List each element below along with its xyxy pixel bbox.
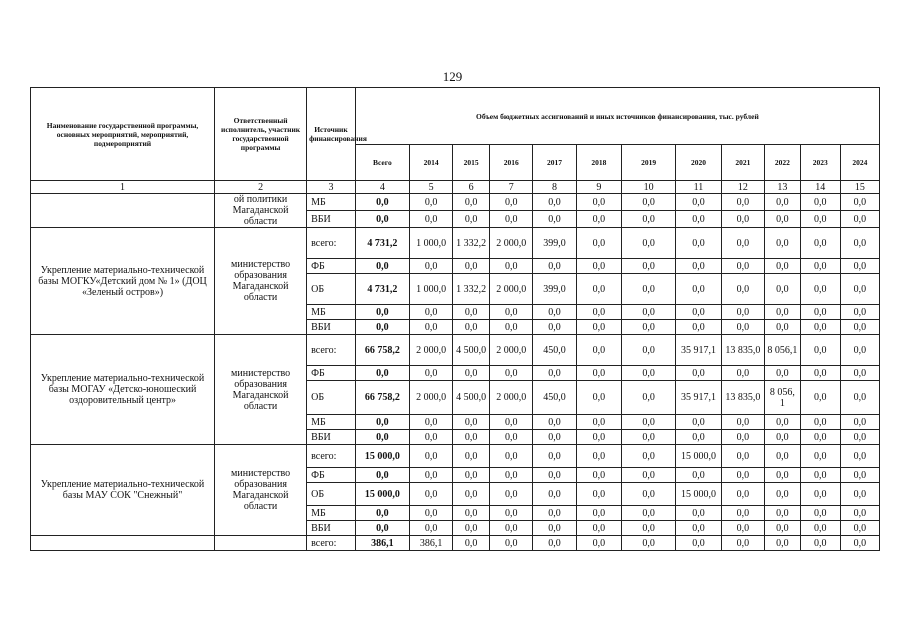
year-value: 0,0 <box>800 194 840 211</box>
column-number: 7 <box>490 181 533 194</box>
year-value: 0,0 <box>576 468 621 483</box>
year-value: 0,0 <box>490 430 533 445</box>
year-value: 0,0 <box>622 506 676 521</box>
year-value: 0,0 <box>765 211 801 228</box>
year-value: 0,0 <box>676 305 721 320</box>
year-value: 0,0 <box>765 259 801 274</box>
year-value: 0,0 <box>765 445 801 468</box>
year-value: 1 332,2 <box>453 274 490 305</box>
year-value: 0,0 <box>622 521 676 536</box>
year-value: 0,0 <box>622 415 676 430</box>
total-value: 15 000,0 <box>355 445 409 468</box>
funding-source: ВБИ <box>307 211 356 228</box>
year-value: 4 500,0 <box>453 335 490 366</box>
measure-name <box>31 536 215 551</box>
year-value: 0,0 <box>765 366 801 381</box>
year-value: 0,0 <box>765 506 801 521</box>
column-number: 9 <box>576 181 621 194</box>
year-value: 0,0 <box>800 274 840 305</box>
funding-source: ВБИ <box>307 430 356 445</box>
year-value: 0,0 <box>721 483 764 506</box>
year-value: 2 000,0 <box>409 335 452 366</box>
year-value: 0,0 <box>576 536 621 551</box>
year-value: 0,0 <box>409 211 452 228</box>
year-value: 0,0 <box>576 305 621 320</box>
year-value: 0,0 <box>800 320 840 335</box>
header-year: 2020 <box>676 145 721 181</box>
header-source: Источник финансирования <box>307 88 356 181</box>
header-name: Наименование государственной программы, основных мероприятий, мероприятий, подмероприятий <box>31 88 215 181</box>
year-value: 13 835,0 <box>721 335 764 366</box>
page-number: 129 <box>442 69 463 84</box>
table-body <box>31 194 880 551</box>
year-value: 0,0 <box>533 483 576 506</box>
funding-source: МБ <box>307 506 356 521</box>
year-value: 0,0 <box>721 274 764 305</box>
year-value: 0,0 <box>409 366 452 381</box>
responsible-executor: ой политики Магаданской области <box>215 194 307 228</box>
year-value: 0,0 <box>622 335 676 366</box>
year-value: 0,0 <box>721 415 764 430</box>
funding-source: всего: <box>307 536 356 551</box>
year-value: 0,0 <box>453 415 490 430</box>
year-value: 8 056, 1 <box>765 381 801 415</box>
measure-name <box>31 194 215 228</box>
year-value: 0,0 <box>409 445 452 468</box>
year-value: 0,0 <box>490 536 533 551</box>
year-value: 0,0 <box>576 228 621 259</box>
funding-source: МБ <box>307 305 356 320</box>
year-value: 0,0 <box>409 415 452 430</box>
total-value: 0,0 <box>355 506 409 521</box>
year-value: 0,0 <box>453 445 490 468</box>
header-year: 2018 <box>576 145 621 181</box>
year-value: 0,0 <box>576 274 621 305</box>
measure-name: Укрепление материально-технической базы МАУ СОК "Снежный" <box>31 445 215 536</box>
funding-source: ОБ <box>307 483 356 506</box>
header-year: 2016 <box>490 145 533 181</box>
year-value: 0,0 <box>490 320 533 335</box>
year-value: 0,0 <box>765 274 801 305</box>
year-value: 0,0 <box>840 194 879 211</box>
year-value: 0,0 <box>840 211 879 228</box>
year-value: 0,0 <box>676 521 721 536</box>
table-row <box>31 194 880 211</box>
year-value: 0,0 <box>453 521 490 536</box>
year-value: 0,0 <box>409 259 452 274</box>
year-value: 0,0 <box>576 259 621 274</box>
year-value: 0,0 <box>622 305 676 320</box>
year-value: 0,0 <box>676 366 721 381</box>
column-number: 10 <box>622 181 676 194</box>
total-value: 0,0 <box>355 415 409 430</box>
year-value: 0,0 <box>622 445 676 468</box>
funding-source: ВБИ <box>307 320 356 335</box>
year-value: 0,0 <box>576 415 621 430</box>
measure-name: Укрепление материально-технической базы МОГКУ«Детский дом № 1» (ДОЦ «Зеленый остров») <box>31 228 215 335</box>
year-value: 0,0 <box>800 228 840 259</box>
year-value: 1 000,0 <box>409 274 452 305</box>
total-value: 0,0 <box>355 430 409 445</box>
year-value: 0,0 <box>800 430 840 445</box>
year-value: 0,0 <box>453 211 490 228</box>
year-value: 0,0 <box>576 194 621 211</box>
header-year: 2024 <box>840 145 879 181</box>
year-value: 0,0 <box>533 468 576 483</box>
year-value: 0,0 <box>622 259 676 274</box>
year-value: 0,0 <box>840 415 879 430</box>
year-value: 0,0 <box>533 211 576 228</box>
year-value: 0,0 <box>800 259 840 274</box>
year-value: 0,0 <box>840 320 879 335</box>
funding-source: всего: <box>307 445 356 468</box>
column-number: 13 <box>765 181 801 194</box>
year-value: 0,0 <box>676 228 721 259</box>
total-value: 386,1 <box>355 536 409 551</box>
year-value: 0,0 <box>800 415 840 430</box>
year-value: 0,0 <box>622 430 676 445</box>
year-value: 2 000,0 <box>409 381 452 415</box>
funding-source: МБ <box>307 415 356 430</box>
year-value: 0,0 <box>576 381 621 415</box>
year-value: 399,0 <box>533 274 576 305</box>
year-value: 0,0 <box>490 211 533 228</box>
funding-source: ФБ <box>307 259 356 274</box>
year-value: 0,0 <box>765 320 801 335</box>
funding-source: ОБ <box>307 381 356 415</box>
year-value: 0,0 <box>622 228 676 259</box>
year-value: 0,0 <box>490 415 533 430</box>
year-value: 0,0 <box>576 320 621 335</box>
year-value: 0,0 <box>840 274 879 305</box>
year-value: 0,0 <box>676 415 721 430</box>
header-volume: Объем бюджетных ассигнований и иных источников финансирования, тыс. рублей <box>355 88 879 145</box>
funding-source: всего: <box>307 335 356 366</box>
year-value: 0,0 <box>721 228 764 259</box>
year-value: 0,0 <box>840 335 879 366</box>
year-value: 0,0 <box>622 366 676 381</box>
table-row <box>31 445 880 468</box>
column-number: 14 <box>800 181 840 194</box>
header-year: 2021 <box>721 145 764 181</box>
year-value: 0,0 <box>721 536 764 551</box>
column-number: 15 <box>840 181 879 194</box>
year-value: 0,0 <box>721 211 764 228</box>
header-year: 2023 <box>800 145 840 181</box>
year-value: 0,0 <box>765 536 801 551</box>
total-value: 66 758,2 <box>355 381 409 415</box>
year-value: 0,0 <box>453 366 490 381</box>
total-value: 0,0 <box>355 211 409 228</box>
year-value: 0,0 <box>453 430 490 445</box>
year-value: 0,0 <box>409 305 452 320</box>
year-value: 0,0 <box>490 194 533 211</box>
table-row <box>31 335 880 366</box>
year-value: 4 500,0 <box>453 381 490 415</box>
total-value: 0,0 <box>355 259 409 274</box>
measure-name: Укрепление материально-технической базы МОГАУ «Детско-юношеский оздоровительный центр» <box>31 335 215 445</box>
header-year: 2019 <box>622 145 676 181</box>
funding-source: ВБИ <box>307 521 356 536</box>
year-value: 0,0 <box>490 366 533 381</box>
year-value: 0,0 <box>490 259 533 274</box>
year-value: 35 917,1 <box>676 335 721 366</box>
responsible-executor: министерство образования Магаданской области <box>215 335 307 445</box>
year-value: 0,0 <box>622 381 676 415</box>
column-number-row <box>31 181 880 194</box>
year-value: 0,0 <box>622 211 676 228</box>
year-value: 0,0 <box>721 521 764 536</box>
year-value: 0,0 <box>765 521 801 536</box>
year-value: 0,0 <box>676 211 721 228</box>
year-value: 386,1 <box>409 536 452 551</box>
budget-table <box>30 87 880 551</box>
year-value: 0,0 <box>676 536 721 551</box>
year-value: 0,0 <box>676 194 721 211</box>
year-value: 0,0 <box>840 228 879 259</box>
year-value: 0,0 <box>622 194 676 211</box>
year-value: 0,0 <box>533 506 576 521</box>
header-year: 2017 <box>533 145 576 181</box>
column-number: 4 <box>355 181 409 194</box>
responsible-executor: министерство образования Магаданской области <box>215 445 307 536</box>
year-value: 0,0 <box>490 445 533 468</box>
total-value: 66 758,2 <box>355 335 409 366</box>
year-value: 0,0 <box>622 536 676 551</box>
funding-source: ОБ <box>307 274 356 305</box>
total-value: 0,0 <box>355 194 409 211</box>
year-value: 0,0 <box>765 305 801 320</box>
year-value: 2 000,0 <box>490 381 533 415</box>
year-value: 0,0 <box>765 415 801 430</box>
year-value: 0,0 <box>576 211 621 228</box>
year-value: 0,0 <box>721 430 764 445</box>
year-value: 0,0 <box>721 366 764 381</box>
year-value: 0,0 <box>840 506 879 521</box>
year-value: 0,0 <box>576 335 621 366</box>
year-value: 0,0 <box>490 521 533 536</box>
year-value: 1 332,2 <box>453 228 490 259</box>
year-value: 0,0 <box>576 445 621 468</box>
year-value: 0,0 <box>800 483 840 506</box>
year-value: 0,0 <box>840 521 879 536</box>
year-value: 13 835,0 <box>721 381 764 415</box>
year-value: 0,0 <box>765 194 801 211</box>
header-year: 2015 <box>453 145 490 181</box>
year-value: 0,0 <box>800 506 840 521</box>
year-value: 0,0 <box>721 468 764 483</box>
year-value: 0,0 <box>721 320 764 335</box>
year-value: 0,0 <box>533 320 576 335</box>
responsible-executor: министерство образования Магаданской области <box>215 228 307 335</box>
year-value: 0,0 <box>840 483 879 506</box>
year-value: 0,0 <box>676 468 721 483</box>
year-value: 0,0 <box>800 366 840 381</box>
year-value: 0,0 <box>840 536 879 551</box>
year-value: 0,0 <box>576 506 621 521</box>
year-value: 0,0 <box>409 468 452 483</box>
year-value: 399,0 <box>533 228 576 259</box>
year-value: 0,0 <box>576 483 621 506</box>
header-year: 2022 <box>765 145 801 181</box>
year-value: 0,0 <box>622 320 676 335</box>
column-number: 1 <box>31 181 215 194</box>
year-value: 450,0 <box>533 381 576 415</box>
column-number: 3 <box>307 181 356 194</box>
year-value: 0,0 <box>453 506 490 521</box>
year-value: 450,0 <box>533 335 576 366</box>
year-value: 0,0 <box>721 506 764 521</box>
year-value: 15 000,0 <box>676 483 721 506</box>
column-number: 8 <box>533 181 576 194</box>
year-value: 0,0 <box>800 521 840 536</box>
funding-source: МБ <box>307 194 356 211</box>
header-year: 2014 <box>409 145 452 181</box>
year-value: 0,0 <box>721 194 764 211</box>
total-value: 0,0 <box>355 366 409 381</box>
column-number: 2 <box>215 181 307 194</box>
year-value: 0,0 <box>765 483 801 506</box>
year-value: 0,0 <box>533 521 576 536</box>
year-value: 0,0 <box>490 506 533 521</box>
year-value: 0,0 <box>533 415 576 430</box>
year-value: 1 000,0 <box>409 228 452 259</box>
year-value: 0,0 <box>409 430 452 445</box>
year-value: 0,0 <box>840 468 879 483</box>
year-value: 0,0 <box>840 381 879 415</box>
year-value: 8 056,1 <box>765 335 801 366</box>
year-value: 0,0 <box>800 381 840 415</box>
year-value: 0,0 <box>490 305 533 320</box>
year-value: 0,0 <box>533 194 576 211</box>
column-number: 5 <box>409 181 452 194</box>
year-value: 0,0 <box>765 430 801 445</box>
year-value: 0,0 <box>800 211 840 228</box>
year-value: 0,0 <box>840 430 879 445</box>
year-value: 0,0 <box>453 468 490 483</box>
year-value: 2 000,0 <box>490 274 533 305</box>
table-row <box>31 536 880 551</box>
year-value: 0,0 <box>453 259 490 274</box>
year-value: 0,0 <box>840 305 879 320</box>
funding-source: ФБ <box>307 366 356 381</box>
year-value: 0,0 <box>765 228 801 259</box>
year-value: 0,0 <box>676 320 721 335</box>
total-value: 0,0 <box>355 521 409 536</box>
year-value: 0,0 <box>409 483 452 506</box>
responsible-executor <box>215 536 307 551</box>
column-number: 12 <box>721 181 764 194</box>
year-value: 0,0 <box>533 366 576 381</box>
year-value: 0,0 <box>676 430 721 445</box>
year-value: 35 917,1 <box>676 381 721 415</box>
year-value: 0,0 <box>409 320 452 335</box>
year-value: 0,0 <box>676 274 721 305</box>
year-value: 0,0 <box>800 335 840 366</box>
year-value: 0,0 <box>533 259 576 274</box>
funding-source: ФБ <box>307 468 356 483</box>
year-value: 0,0 <box>453 320 490 335</box>
year-value: 0,0 <box>622 468 676 483</box>
year-value: 0,0 <box>490 483 533 506</box>
year-value: 0,0 <box>533 430 576 445</box>
year-value: 0,0 <box>409 521 452 536</box>
year-value: 0,0 <box>800 445 840 468</box>
year-value: 0,0 <box>622 274 676 305</box>
total-value: 15 000,0 <box>355 483 409 506</box>
year-value: 0,0 <box>622 483 676 506</box>
year-value: 0,0 <box>676 506 721 521</box>
column-number: 6 <box>453 181 490 194</box>
total-value: 4 731,2 <box>355 274 409 305</box>
total-value: 0,0 <box>355 305 409 320</box>
year-value: 0,0 <box>533 445 576 468</box>
year-value: 0,0 <box>800 468 840 483</box>
year-value: 0,0 <box>840 259 879 274</box>
year-value: 0,0 <box>576 366 621 381</box>
year-value: 0,0 <box>490 468 533 483</box>
year-value: 0,0 <box>840 366 879 381</box>
year-value: 0,0 <box>533 536 576 551</box>
header-executor: Ответственный исполнитель, участник государственной программы <box>215 88 307 181</box>
year-value: 0,0 <box>721 259 764 274</box>
year-value: 0,0 <box>721 305 764 320</box>
year-value: 0,0 <box>800 305 840 320</box>
total-value: 0,0 <box>355 468 409 483</box>
year-value: 0,0 <box>800 536 840 551</box>
year-value: 0,0 <box>840 445 879 468</box>
total-value: 0,0 <box>355 320 409 335</box>
year-value: 0,0 <box>453 305 490 320</box>
table-row <box>31 228 880 259</box>
year-value: 0,0 <box>721 445 764 468</box>
total-value: 4 731,2 <box>355 228 409 259</box>
year-value: 15 000,0 <box>676 445 721 468</box>
year-value: 0,0 <box>765 468 801 483</box>
year-value: 0,0 <box>409 194 452 211</box>
year-value: 2 000,0 <box>490 335 533 366</box>
year-value: 0,0 <box>676 259 721 274</box>
year-value: 0,0 <box>409 506 452 521</box>
year-value: 0,0 <box>453 194 490 211</box>
year-value: 0,0 <box>576 521 621 536</box>
year-value: 0,0 <box>453 483 490 506</box>
column-number: 11 <box>676 181 721 194</box>
funding-source: всего: <box>307 228 356 259</box>
year-value: 2 000,0 <box>490 228 533 259</box>
year-value: 0,0 <box>533 305 576 320</box>
header-total: Всего <box>355 145 409 181</box>
year-value: 0,0 <box>576 430 621 445</box>
year-value: 0,0 <box>453 536 490 551</box>
